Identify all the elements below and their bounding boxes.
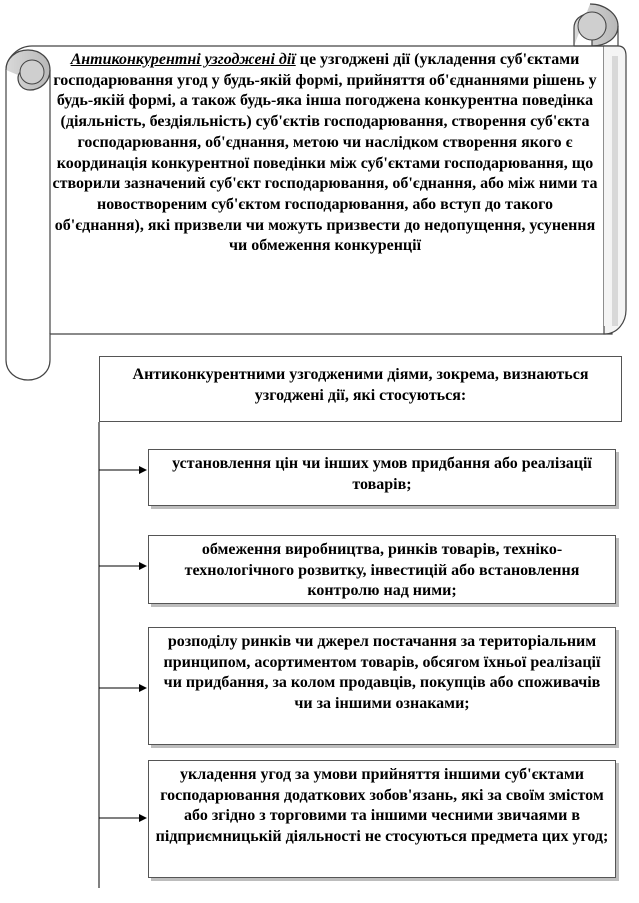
definition-term: Антиконкурентні узгоджені дії <box>70 51 296 68</box>
item-box-4 <box>148 760 616 878</box>
item-text-3: розподілу ринків чи джерел постачання за територіальним принципом, асортиментом товарів, обсягом їхньої реалізації чи придбання, за колом продавців, покупців або споживачів чи за іншими ознаками; <box>163 633 601 712</box>
header-box <box>99 356 622 422</box>
item-text-1: установлення цін чи інших умов придбання або реалізації товарів; <box>172 455 592 493</box>
item-box-1 <box>148 449 616 506</box>
definition-body: це узгоджені дії (укладення суб'єктами господарювання угод у будь-якій формі, прийняття об'єднаннями рішень у будь-якій формі, а також будь-яка інша погоджена конкурентна поведінка (діяльність, бездіяльність) суб'єктів господарювання, створення суб'єкта господарювання, об'єднання, метою чи наслідком створення якого є координація конкурентної поведінки між суб'єктами господарювання, що створили зазначений суб'єкт господарювання, об'єднання, або між ними та новоствореним суб'єктом господарювання, або вступ до такого об'єднання), які призвели чи можуть призвести до недопущення, усунення чи обмеження конкуренції <box>52 51 598 255</box>
item-box-3 <box>148 627 616 745</box>
item-box-2 <box>148 535 616 604</box>
header-text: Антиконкурентними узгодженими діями, зокрема, визнаються узгоджені дії, які стосуються: <box>132 366 589 404</box>
item-text-4: укладення угод за умови прийняття іншими суб'єктами господарювання додаткових зобов'язань, які за своїм змістом або згідно з торговими та іншими чесними звичаями в підприємницькій діяльності не стосуються предмета цих угод; <box>155 766 609 845</box>
item-text-2: обмеження виробництва, ринків товарів, техніко-технологічного розвитку, інвестицій або встановлення контролю над ними; <box>184 541 580 599</box>
